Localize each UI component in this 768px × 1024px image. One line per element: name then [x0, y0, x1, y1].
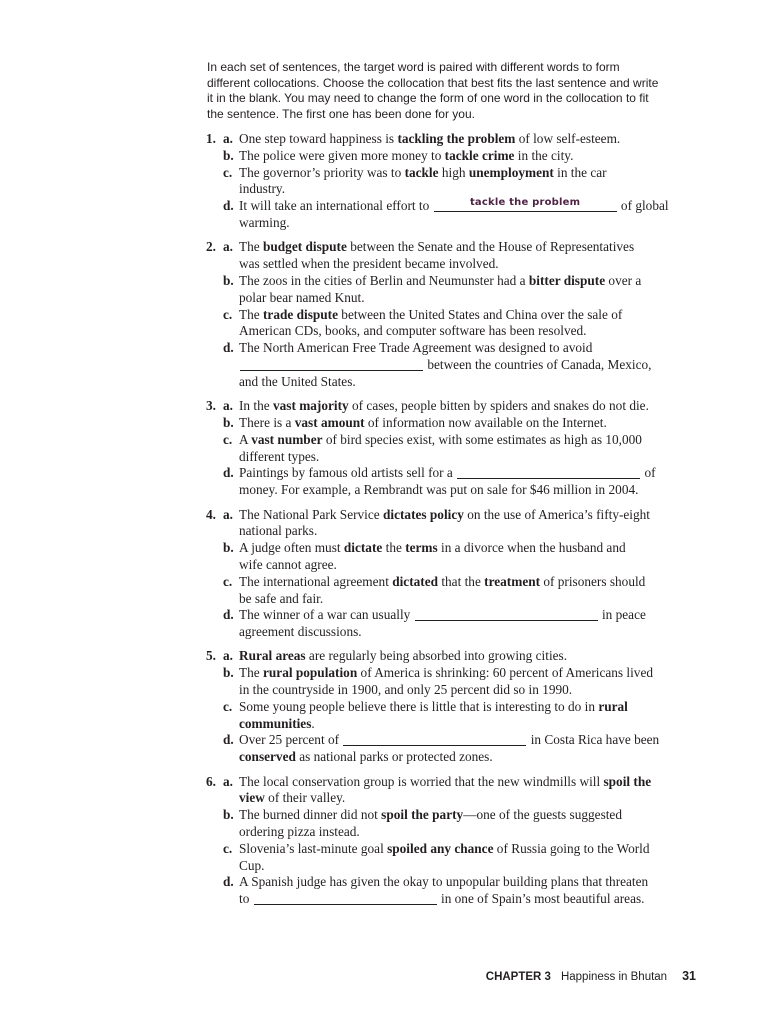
instructions-line: different collocations. Choose the collocation that best fits the last sentence and write [207, 75, 659, 90]
sentence-line [239, 256, 746, 273]
sentence-line [239, 374, 746, 391]
target-collocation: Rural areas [239, 648, 306, 664]
sentence-line [239, 507, 746, 524]
sentence-text: The zoos in the cities of Berlin and Neumunster had a [239, 272, 529, 288]
target-collocation: budget dispute [263, 239, 347, 255]
sentence-text: The [239, 665, 263, 681]
sentence-line [239, 148, 746, 165]
exercise-sentence [206, 841, 746, 875]
sentence-text: between the countries of Canada, Mexico, [424, 356, 652, 372]
sentence-text: national parks. [239, 523, 318, 539]
sentence-letter: b. [223, 665, 234, 681]
exercise-sentence [206, 165, 746, 199]
sentence-letter: d. [223, 465, 234, 481]
target-collocation: conserved [239, 749, 296, 765]
sentence-text: A Spanish judge has given the okay to unpopular building plans that threaten [239, 874, 649, 890]
sentence-text: to [239, 891, 253, 907]
sentence-line [239, 239, 746, 256]
exercise-sentence [206, 774, 746, 808]
exercise-item [206, 398, 746, 499]
sentence-line [239, 540, 746, 557]
exercise-item [206, 131, 746, 232]
target-collocation: rural [598, 698, 628, 714]
sentence-line [239, 523, 746, 540]
answer-blank[interactable] [457, 466, 640, 479]
sentence-text: The police were given more money to [239, 147, 445, 163]
exercise-item [206, 774, 746, 908]
target-collocation: tackle crime [444, 147, 515, 163]
sentence-letter: d. [223, 340, 234, 356]
sentence-text: of prisoners should [540, 573, 646, 589]
sentence-text: that the [438, 573, 485, 589]
sentence-text: in a divorce when the husband and [437, 540, 626, 556]
sentence-letter: c. [223, 840, 233, 856]
sentence-letter: c. [223, 698, 233, 714]
target-collocation: tackling the problem [397, 131, 516, 146]
sentence-line [239, 165, 746, 182]
item-number: 6. [206, 773, 216, 789]
sentence-text: between the Senate and the House of Representatives [346, 239, 635, 255]
target-collocation: bitter dispute [528, 272, 606, 288]
sentence-text: of [641, 465, 656, 481]
exercise-item [206, 239, 746, 390]
sentence-letter: d. [223, 607, 234, 623]
sentence-line [239, 340, 746, 357]
exercise-sentence [206, 340, 746, 390]
sentence-line [239, 699, 746, 716]
sentence-text: was settled when the president became involved. [239, 256, 499, 272]
sentence-letter: d. [223, 874, 234, 890]
sentence-text: of global [617, 198, 669, 214]
instructions-line: it in the blank. You may need to change the form of one word in the collocation to fit [207, 91, 649, 105]
sentence-text: of information now available on the Internet. [364, 414, 607, 430]
sentence-text: of bird species exist, with some estimates as high as 10,000 [322, 431, 642, 447]
exercise-sentence [206, 507, 746, 541]
sentence-text: of cases, people bitten by spiders and snakes do not die. [348, 398, 649, 414]
instructions-line: the sentence. The first one has been done for you. [207, 106, 475, 121]
sentence-text: A judge often must [239, 540, 344, 556]
sentence-text: The North American Free Trade Agreement was designed to avoid [239, 340, 593, 356]
sentence-letter: a. [223, 398, 233, 414]
page-number: 31 [682, 969, 696, 983]
sentence-text: of low self-esteem. [515, 131, 621, 146]
sentence-line [239, 874, 746, 891]
sentence-text: different types. [239, 448, 320, 464]
sentence-text: warming. [239, 214, 290, 230]
exercise-sentence [206, 540, 746, 574]
answer-blank[interactable] [254, 892, 437, 905]
instructions-line: In each set of sentences, the target word is paired with different words to form [207, 60, 620, 74]
exercise-item [206, 648, 746, 766]
sentence-letter: b. [223, 272, 234, 288]
sentence-text: in the car [553, 164, 607, 180]
sentence-line [239, 607, 746, 624]
sentence-letter: c. [223, 573, 233, 589]
sentence-text: There is a [239, 414, 295, 430]
sentence-text: . [311, 715, 315, 731]
sentence-letter: a. [223, 648, 233, 664]
chapter-label: CHAPTER 3 [485, 971, 551, 983]
sentence-line [239, 624, 746, 641]
sentence-text: of their valley. [264, 790, 346, 806]
sentence-line [239, 131, 746, 148]
sentence-text: and the United States. [239, 373, 356, 389]
target-collocation: terms [405, 540, 438, 556]
sentence-text: in peace [598, 607, 646, 623]
sentence-text: between the United States and China over the sale of [337, 306, 623, 322]
sentence-text: Some young people believe there is little that is interesting to do in [239, 698, 599, 714]
exercise-sentence [206, 465, 746, 499]
sentence-text: The [239, 239, 263, 255]
sentence-text: as national parks or protected zones. [295, 749, 493, 765]
sentence-text: in the city. [514, 147, 574, 163]
sentence-text: The governor’s priority was to [239, 164, 405, 180]
sentence-letter: a. [223, 131, 233, 146]
sentence-line [239, 841, 746, 858]
sentence-text: The winner of a war can usually [239, 607, 414, 623]
sentence-line [239, 449, 746, 466]
sentence-letter: a. [223, 239, 233, 255]
sentence-line [239, 432, 746, 449]
sentence-text: Paintings by famous old artists sell for a [239, 465, 457, 481]
target-collocation: tackle [404, 164, 439, 180]
sentence-letter: b. [223, 414, 234, 430]
exercise-sentence [206, 807, 746, 841]
exercise-item [206, 507, 746, 641]
sentence-letter: d. [223, 732, 234, 748]
target-collocation: dictates policy [383, 506, 464, 522]
sentence-line [239, 198, 746, 215]
sentence-letter: b. [223, 147, 234, 163]
sentence-text: The local conservation group is worried that the new windmills will [239, 773, 604, 789]
exercise-sentence [206, 198, 746, 232]
sentence-line [239, 891, 746, 908]
item-number: 5. [206, 648, 216, 664]
instructions [207, 60, 658, 122]
sentence-text: Over 25 percent of [239, 732, 343, 748]
sentence-line [239, 682, 746, 699]
sentence-text: high [438, 164, 469, 180]
sentence-line [239, 665, 746, 682]
sentence-letter: d. [223, 198, 234, 214]
exercise-list [206, 131, 746, 916]
sentence-letter: b. [223, 540, 234, 556]
sentence-text: One step toward happiness is [239, 131, 398, 146]
exercise-sentence [206, 648, 746, 665]
sentence-text: over a [605, 272, 642, 288]
exercise-sentence [206, 874, 746, 908]
sentence-text: It will take an international effort to [239, 198, 433, 214]
exercise-sentence [206, 273, 746, 307]
sentence-line [239, 181, 746, 198]
handwritten-answer: tackle the problem [469, 197, 581, 209]
sentence-line [239, 858, 746, 875]
sentence-line [239, 774, 746, 791]
item-number: 4. [206, 506, 216, 522]
sentence-line [239, 465, 746, 482]
target-collocation: vast amount [294, 414, 365, 430]
sentence-line [239, 290, 746, 307]
sentence-letter: c. [223, 306, 233, 322]
sentence-line [239, 357, 746, 374]
sentence-text: of Russia going to the World [493, 840, 650, 856]
sentence-text: Slovenia’s last-minute goal [239, 840, 388, 856]
sentence-letter: c. [223, 431, 233, 447]
item-number: 2. [206, 239, 216, 255]
target-collocation: spoil the [603, 773, 652, 789]
item-number: 1. [206, 131, 216, 146]
target-collocation: spoil the party [381, 807, 464, 823]
sentence-line [239, 732, 746, 749]
sentence-line [239, 716, 746, 733]
sentence-text: The [239, 306, 263, 322]
sentence-text: on the use of America’s fifty-eight [463, 506, 650, 522]
sentence-line [239, 482, 746, 499]
sentence-line [239, 648, 746, 665]
target-collocation: trade dispute [263, 306, 338, 322]
sentence-line [239, 323, 746, 340]
target-collocation: dictate [343, 540, 383, 556]
target-collocation: rural population [263, 665, 358, 681]
sentence-letter: a. [223, 506, 233, 522]
sentence-line [239, 749, 746, 766]
exercise-sentence [206, 699, 746, 733]
sentence-text: The National Park Service [239, 506, 383, 522]
page-footer [486, 968, 696, 985]
exercise-sentence [206, 131, 746, 148]
sentence-line [239, 591, 746, 608]
target-collocation: unemployment [468, 164, 554, 180]
sentence-letter: a. [223, 773, 233, 789]
target-collocation: view [239, 790, 265, 806]
sentence-text: Cup. [239, 857, 265, 873]
answer-blank[interactable] [343, 733, 526, 746]
target-collocation: communities [239, 715, 312, 731]
sentence-line [239, 790, 746, 807]
sentence-line [239, 574, 746, 591]
sentence-text: wife cannot agree. [239, 556, 337, 572]
sentence-letter: b. [223, 807, 234, 823]
answer-blank[interactable] [434, 199, 617, 212]
sentence-line [239, 307, 746, 324]
target-collocation: dictated [392, 573, 439, 589]
sentence-letter: c. [223, 164, 233, 180]
answer-blank[interactable] [415, 608, 598, 621]
sentence-line [239, 557, 746, 574]
target-collocation: vast number [251, 431, 323, 447]
sentence-text: In the [239, 398, 273, 414]
sentence-text: in Costa Rica have been [527, 732, 660, 748]
sentence-line [239, 415, 746, 432]
sentence-text: —one of the guests suggested [463, 807, 622, 823]
sentence-text: industry. [239, 181, 286, 197]
item-number: 3. [206, 398, 216, 414]
exercise-sentence [206, 307, 746, 341]
sentence-line [239, 215, 746, 232]
sentence-text: agreement discussions. [239, 624, 362, 640]
exercise-sentence [206, 239, 746, 273]
exercise-sentence [206, 732, 746, 766]
sentence-line [239, 824, 746, 841]
exercise-sentence [206, 665, 746, 699]
sentence-text: polar bear named Knut. [239, 289, 365, 305]
sentence-line [239, 398, 746, 415]
exercise-sentence [206, 148, 746, 165]
target-collocation: vast majority [272, 398, 349, 414]
sentence-text: in the countryside in 1900, and only 25 percent did so in 1990. [239, 682, 573, 698]
exercise-sentence [206, 432, 746, 466]
sentence-text: A [239, 431, 252, 447]
chapter-title: Happiness in Bhutan [560, 971, 668, 983]
sentence-text: The burned dinner did not [239, 807, 382, 823]
sentence-text: money. For example, a Rembrandt was put on sale for $46 million in 2004. [239, 482, 639, 498]
exercise-sentence [206, 607, 746, 641]
exercise-sentence [206, 398, 746, 415]
sentence-text: are regularly being absorbed into growing cities. [305, 648, 568, 664]
sentence-text: the [382, 540, 406, 556]
sentence-text: in one of Spain’s most beautiful areas. [437, 891, 645, 907]
sentence-text: be safe and fair. [239, 590, 324, 606]
target-collocation: spoiled any chance [387, 840, 494, 856]
sentence-text: American CDs, books, and computer software has been resolved. [239, 323, 587, 339]
sentence-text: ordering pizza instead. [239, 824, 360, 840]
sentence-line [239, 807, 746, 824]
sentence-line [239, 273, 746, 290]
exercise-sentence [206, 415, 746, 432]
answer-blank[interactable] [240, 358, 423, 371]
sentence-text: The international agreement [239, 573, 393, 589]
target-collocation: treatment [484, 573, 541, 589]
sentence-text: of America is shrinking: 60 percent of Americans lived [357, 665, 653, 681]
exercise-sentence [206, 574, 746, 608]
